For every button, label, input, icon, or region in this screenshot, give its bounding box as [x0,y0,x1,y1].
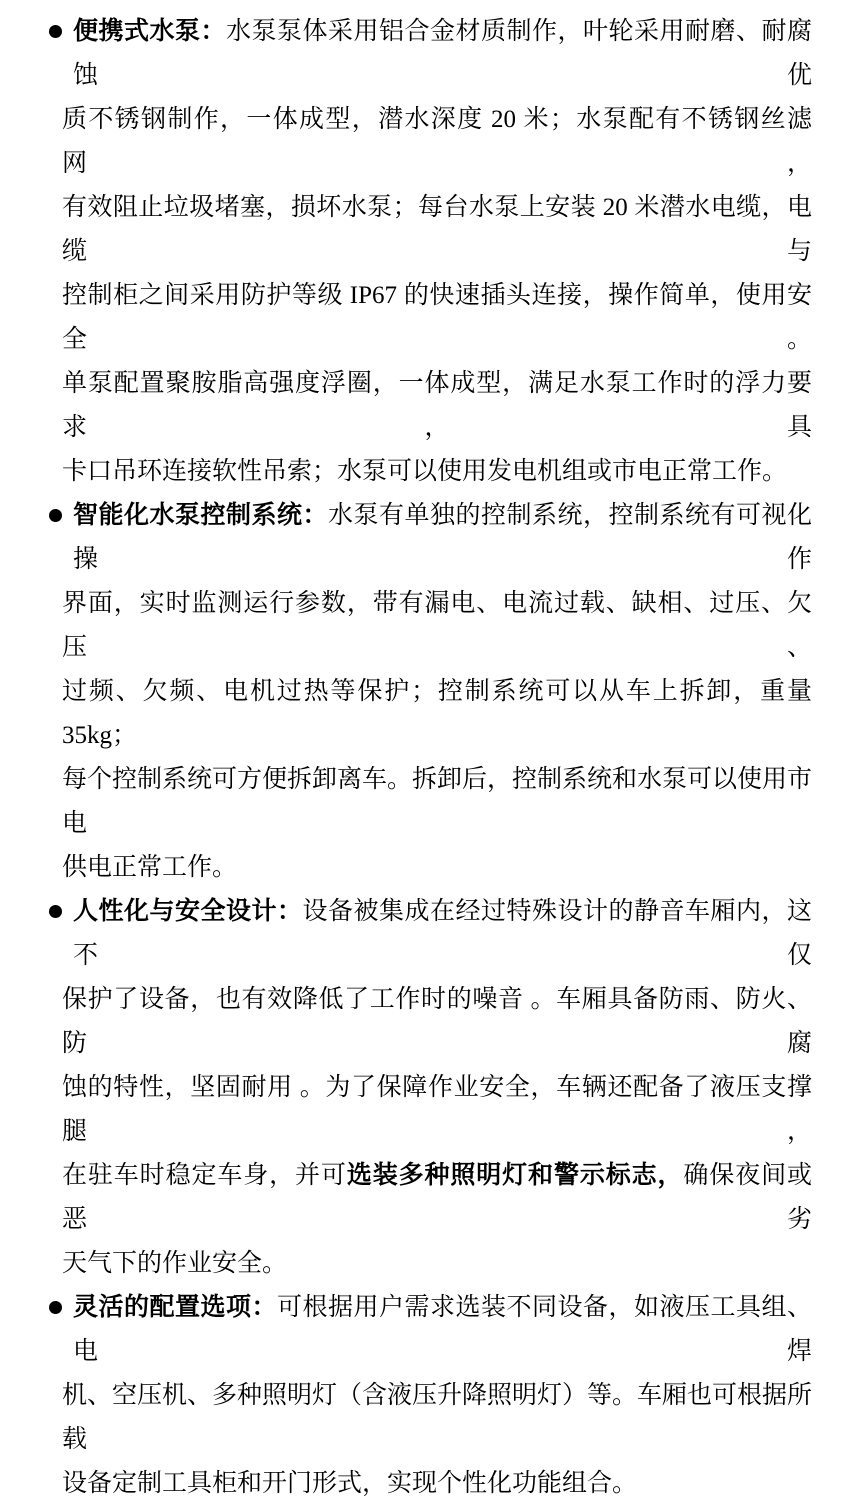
bold-text: 灵活的配置选项： [73,1294,277,1321]
body-text: 水泵有单独的控制系统，控制系统有可视化操作 [73,502,812,573]
body-text: 水泵泵体采用铝合金材质制作，叶轮采用耐磨、耐腐蚀优 [73,18,812,89]
body-text: 确保夜间或恶劣 [62,1162,812,1233]
text-line [62,582,812,670]
text-line [62,1242,812,1286]
bullet-icon [49,1301,62,1314]
body-text: 控制柜之间采用防护等级 IP67 的快速插头连接，操作简单，使用安全。 [62,282,812,353]
body-text: 可根据用户需求选装不同设备，如液压工具组、电焊 [73,1294,812,1365]
body-text: 设备定制工具柜和开门形式，实现个性化功能组合。 [62,1470,638,1497]
body-text: 卡口吊环连接软性吊索；水泵可以使用发电机组或市电正常工作。 [62,458,788,485]
body-text: 供电正常工作。 [62,854,238,881]
text-line [62,890,812,978]
body-text: 每个控制系统可方便拆卸离车。拆卸后，控制系统和水泵可以使用市电 [62,766,813,837]
bold-text: 人性化与安全设计： [73,898,303,925]
text-line [62,1066,812,1154]
body-text: 有效阻止垃圾堵塞，损坏水泵；每台水泵上安装 20 米潜水电缆，电缆与 [62,194,812,265]
text-line [62,978,812,1066]
text-line [62,1462,812,1506]
body-text: 质不锈钢制作，一体成型，潜水深度 20 米；水泵配有不锈钢丝滤网， [62,106,812,177]
text-line [62,1374,812,1462]
text-line [62,670,812,758]
body-text: 过频、欠频、电机过热等保护；控制系统可以从车上拆卸，重量 35kg； [62,678,812,749]
text-line [62,186,812,274]
bold-text: 便携式水泵： [73,18,226,45]
body-text: 界面，实时监测运行参数，带有漏电、电流过载、缺相、过压、欠压、 [62,590,812,661]
text-line [62,758,812,846]
text-line [62,362,812,450]
bold-text: 智能化水泵控制系统： [73,502,328,529]
text-line [62,98,812,186]
body-text: 天气下的作业安全。 [62,1250,288,1277]
text-line [62,10,812,98]
text-line [62,450,812,494]
bullet-icon [49,509,62,522]
bullet-icon [49,25,62,38]
text-line [62,494,812,582]
list-item [62,890,812,1286]
text-line [62,846,812,890]
bullet-list [62,10,812,1506]
text-line [62,274,812,362]
list-item [62,1286,812,1506]
text-line [62,1154,812,1242]
bullet-icon [49,905,62,918]
body-text: 在驻车时稳定车身，并可 [62,1162,347,1189]
body-text: 机、空压机、多种照明灯（含液压升降照明灯）等。车厢也可根据所载 [62,1382,813,1453]
list-item [62,10,812,494]
text-line [62,1286,812,1374]
body-text: 保护了设备，也有效降低了工作时的噪音 。车厢具备防雨、防火、防腐 [62,986,812,1057]
body-text: 设备被集成在经过特殊设计的静音车厢内，这不仅 [73,898,812,969]
bold-text: 选装多种照明灯和警示标志， [346,1162,684,1189]
body-text: 蚀的特性，坚固耐用 。为了保障作业安全，车辆还配备了液压支撑腿， [62,1074,812,1145]
body-text: 单泵配置聚胺脂高强度浮圈，一体成型，满足水泵工作时的浮力要求，具 [62,370,812,441]
list-item [62,494,812,890]
